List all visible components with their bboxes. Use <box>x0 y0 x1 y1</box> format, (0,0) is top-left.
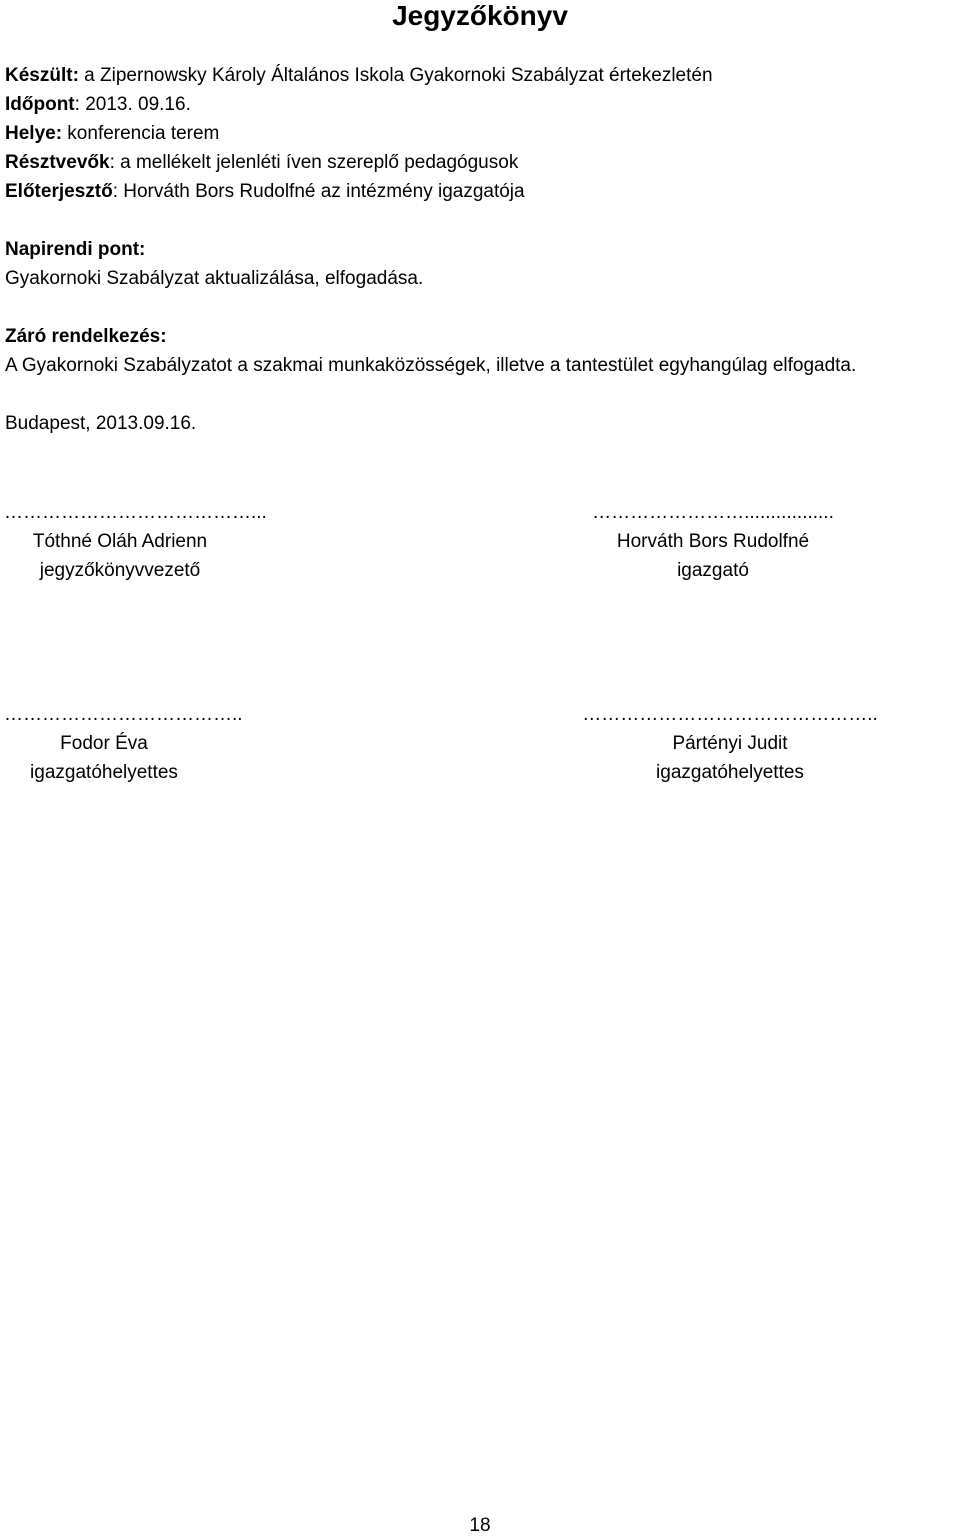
presenter-label: Előterjesztő <box>5 181 113 202</box>
participants-line <box>5 151 518 175</box>
location-value: konferencia terem <box>62 123 220 144</box>
date-line <box>5 93 191 117</box>
made-at-line <box>5 64 713 88</box>
date-label: Időpont <box>5 94 75 115</box>
presenter-value: : Horváth Bors Rudolfné az intézmény igazgatója <box>112 181 525 202</box>
closing-heading: Záró rendelkezés: <box>5 326 167 347</box>
signatory-name: Fodor Éva <box>60 733 148 754</box>
signature-line: …………………………………... <box>4 502 267 523</box>
signature-line: ……………………………………….. <box>582 704 878 725</box>
agenda-text: Gyakornoki Szabályzat aktualizálása, elfogadása. <box>5 268 424 289</box>
made-at-label: Készült: <box>5 65 79 86</box>
date-value: : 2013. 09.16. <box>74 94 191 115</box>
document-title: Jegyzőkönyv <box>392 0 568 31</box>
signature-block-director <box>566 498 860 585</box>
signatory-name: Pártényi Judit <box>672 733 788 754</box>
signature-line: ……………………................. <box>592 502 834 523</box>
signature-line: ……………………………….. <box>4 704 243 725</box>
signatory-name: Tóthné Oláh Adrienn <box>32 531 208 552</box>
location-line <box>5 122 219 146</box>
presenter-line <box>5 180 525 204</box>
closing-text: A Gyakornoki Szabályzatot a szakmai munkaközösségek, illetve a tantestület egyhangúlag elfogadta. <box>5 355 857 376</box>
signatory-role: igazgatóhelyettes <box>656 762 804 783</box>
place-date: Budapest, 2013.09.16. <box>5 413 197 434</box>
signature-block-deputy-2 <box>580 700 880 787</box>
signature-block-minute-taker <box>4 498 267 585</box>
signatory-role: jegyzőkönyvvezető <box>39 560 201 581</box>
location-label: Helye: <box>5 123 63 144</box>
participants-label: Résztvevők <box>5 152 110 173</box>
agenda-heading: Napirendi pont: <box>5 239 146 260</box>
participants-value: : a mellékelt jelenléti íven szereplő pedagógusok <box>109 152 519 173</box>
made-at-value: a Zipernowsky Károly Általános Iskola Gyakornoki Szabályzat értekezletén <box>78 65 713 86</box>
signatory-role: igazgató <box>677 560 749 581</box>
signatory-name: Horváth Bors Rudolfné <box>616 531 810 552</box>
page-number: 18 <box>469 1515 491 1536</box>
signatory-role: igazgatóhelyettes <box>30 762 178 783</box>
signature-block-deputy-1 <box>4 700 243 787</box>
